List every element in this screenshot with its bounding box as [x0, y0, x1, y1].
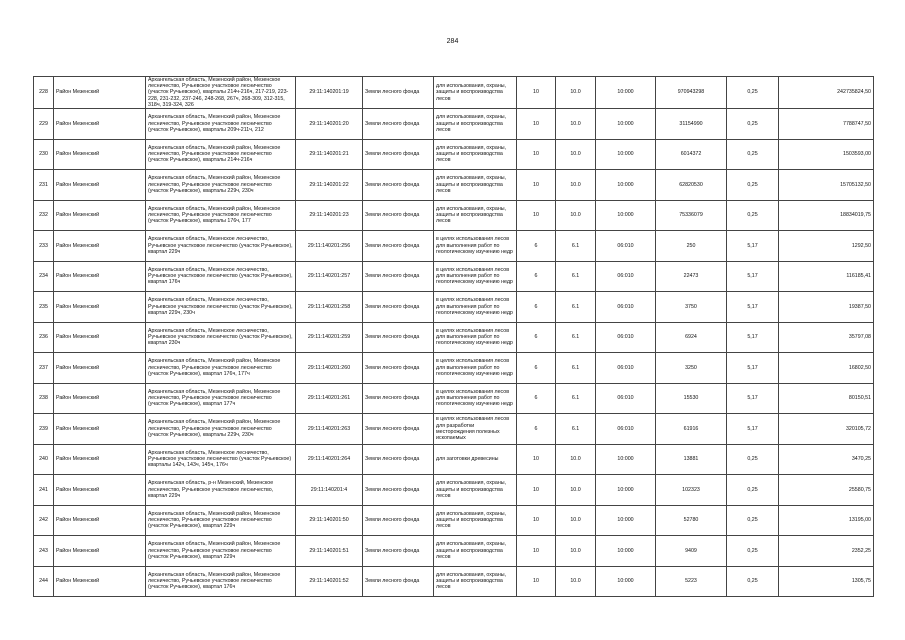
area-cell: 61916	[656, 414, 727, 445]
address-cell: Архангельская область, Мезенский район, Мезенское лесничество, Ручьевское участковое лесничество (участок Ручьевское), квартал 229ч	[146, 505, 296, 536]
cadastral-number-cell: 29:11:140201:264	[296, 444, 363, 475]
address-cell: Архангельская область, Мезенский район, Мезенское лесничество, Ручьевское участковое лесничество (участок Ручьевское), кварталы 209ч-211ч, 212	[146, 109, 296, 140]
table-row	[34, 444, 874, 475]
address-cell: Архангельская область, Мезенский район, Мезенское лесничество, Ручьевское участковое лесничество (участок Ручьевское), кварталы 229ч, 230ч	[146, 170, 296, 201]
page-number: 284	[446, 38, 459, 45]
use-subgroup-cell: 6.1	[556, 322, 596, 353]
row-number-cell: 236	[34, 322, 54, 353]
use-code-cell: 06:010	[596, 322, 656, 353]
rate-cell: 5,17	[727, 414, 779, 445]
land-category-cell: Земли лесного фонда	[363, 383, 434, 414]
district-cell: Район Мезенский	[54, 353, 146, 384]
permitted-use-cell: для использования, охраны, защиты и воспроизводства лесов	[434, 139, 517, 170]
area-cell: 970943298	[656, 77, 727, 109]
district-cell: Район Мезенский	[54, 475, 146, 506]
use-subgroup-cell: 10.0	[556, 444, 596, 475]
cadastral-value-cell: 1305,75	[779, 566, 874, 597]
use-subgroup-cell: 6.1	[556, 353, 596, 384]
district-cell: Район Мезенский	[54, 200, 146, 231]
district-cell: Район Мезенский	[54, 292, 146, 323]
use-code-cell: 10:000	[596, 170, 656, 201]
cadastral-number-cell: 29:11:140201:257	[296, 261, 363, 292]
rate-cell: 0,25	[727, 109, 779, 140]
use-group-cell: 10	[517, 109, 556, 140]
row-number-cell: 233	[34, 231, 54, 262]
rate-cell: 0,25	[727, 200, 779, 231]
use-group-cell: 10	[517, 475, 556, 506]
row-number-cell: 228	[34, 77, 54, 109]
use-code-cell: 10:000	[596, 536, 656, 567]
rate-cell: 5,17	[727, 383, 779, 414]
rate-cell: 5,17	[727, 353, 779, 384]
area-cell: 75336079	[656, 200, 727, 231]
land-category-cell: Земли лесного фонда	[363, 170, 434, 201]
use-group-cell: 6	[517, 383, 556, 414]
land-category-cell: Земли лесного фонда	[363, 414, 434, 445]
cadastral-number-cell: 29:11:140201:263	[296, 414, 363, 445]
table-row	[34, 261, 874, 292]
use-code-cell: 10:000	[596, 505, 656, 536]
row-number-cell: 239	[34, 414, 54, 445]
land-category-cell: Земли лесного фонда	[363, 77, 434, 109]
permitted-use-cell: в целях использования лесов для выполнения работ по геологическому изучению недр	[434, 353, 517, 384]
table-row	[34, 322, 874, 353]
district-cell: Район Мезенский	[54, 536, 146, 567]
area-cell: 3750	[656, 292, 727, 323]
permitted-use-cell: для использования, охраны, защиты и воспроизводства лесов	[434, 566, 517, 597]
address-cell: Архангельская область, Мезенский район, Мезенское лесничество, Ручьевское участковое лесничество (участок Ручьевское), кварталы 229ч, 230ч	[146, 414, 296, 445]
table-row	[34, 414, 874, 445]
permitted-use-cell: в целях использования лесов для разработки месторождения полезных ископаемых	[434, 414, 517, 445]
use-code-cell: 06:010	[596, 231, 656, 262]
use-group-cell: 6	[517, 353, 556, 384]
use-subgroup-cell: 10.0	[556, 536, 596, 567]
cadastral-number-cell: 29:11:140201:50	[296, 505, 363, 536]
permitted-use-cell: в целях использования лесов для выполнения работ по геологическому изучению недр	[434, 292, 517, 323]
use-code-cell: 06:010	[596, 414, 656, 445]
cadastral-value-cell: 25580,75	[779, 475, 874, 506]
cadastral-value-cell: 19387,50	[779, 292, 874, 323]
area-cell: 9409	[656, 536, 727, 567]
cadastral-value-cell: 7788747,50	[779, 109, 874, 140]
address-cell: Архангельская область, Мезенский район, Мезенское лесничество, Ручьевское участковое лесничество (участок Ручьевское), квартал 176ч	[146, 566, 296, 597]
permitted-use-cell: для использования, охраны, защиты и воспроизводства лесов	[434, 536, 517, 567]
table-row	[34, 77, 874, 109]
row-number-cell: 240	[34, 444, 54, 475]
rate-cell: 0,25	[727, 444, 779, 475]
cadastral-number-cell: 29:11:140201:51	[296, 536, 363, 567]
cadastral-number-cell: 29:11:140201:258	[296, 292, 363, 323]
area-cell: 102323	[656, 475, 727, 506]
rate-cell: 0,25	[727, 536, 779, 567]
land-category-cell: Земли лесного фонда	[363, 322, 434, 353]
table-row	[34, 292, 874, 323]
cadastral-number-cell: 29:11:140201:52	[296, 566, 363, 597]
permitted-use-cell: для использования, охраны, защиты и воспроизводства лесов	[434, 77, 517, 109]
use-subgroup-cell: 10.0	[556, 170, 596, 201]
address-cell: Архангельская область, Мезенский район, Мезенское лесничество, Ручьевское участковое лесничество (участок Ручьевское), кварталы 176ч, 177	[146, 200, 296, 231]
table-row	[34, 109, 874, 140]
cadastral-value-cell: 1503593,00	[779, 139, 874, 170]
district-cell: Район Мезенский	[54, 383, 146, 414]
use-group-cell: 6	[517, 322, 556, 353]
district-cell: Район Мезенский	[54, 231, 146, 262]
use-code-cell: 10:000	[596, 109, 656, 140]
area-cell: 5223	[656, 566, 727, 597]
table-row	[34, 383, 874, 414]
cadastral-value-cell: 1292,50	[779, 231, 874, 262]
district-cell: Район Мезенский	[54, 414, 146, 445]
row-number-cell: 234	[34, 261, 54, 292]
address-cell: Архангельская область, Мезенский район, Мезенское лесничество, Ручьевское участковое лесничество (участок Ручьевское), кварталы 214ч-216ч	[146, 139, 296, 170]
address-cell: Архангельская область, Мезенское лесничество, Ручьевское участковое лесничество (участок Ручьевское) кварталы 142ч, 143ч, 145ч, 176ч	[146, 444, 296, 475]
permitted-use-cell: в целях использования лесов для выполнения работ по геологическому изучению недр	[434, 383, 517, 414]
use-subgroup-cell: 6.1	[556, 261, 596, 292]
rate-cell: 0,25	[727, 170, 779, 201]
land-category-cell: Земли лесного фонда	[363, 200, 434, 231]
area-cell: 52780	[656, 505, 727, 536]
cadastral-value-cell: 18834019,75	[779, 200, 874, 231]
use-subgroup-cell: 10.0	[556, 109, 596, 140]
rate-cell: 0,25	[727, 139, 779, 170]
permitted-use-cell: для использования, охраны, защиты и воспроизводства лесов	[434, 109, 517, 140]
use-group-cell: 10	[517, 505, 556, 536]
table-row	[34, 353, 874, 384]
land-category-cell: Земли лесного фонда	[363, 292, 434, 323]
rate-cell: 0,25	[727, 505, 779, 536]
row-number-cell: 238	[34, 383, 54, 414]
area-cell: 3250	[656, 353, 727, 384]
use-group-cell: 10	[517, 566, 556, 597]
land-category-cell: Земли лесного фонда	[363, 231, 434, 262]
permitted-use-cell: в целях использования лесов для выполнения работ по геологическому изучению недр	[434, 322, 517, 353]
land-category-cell: Земли лесного фонда	[363, 353, 434, 384]
cadastral-value-cell: 2352,25	[779, 536, 874, 567]
use-group-cell: 6	[517, 261, 556, 292]
table-row	[34, 505, 874, 536]
use-group-cell: 6	[517, 414, 556, 445]
use-subgroup-cell: 10.0	[556, 77, 596, 109]
cadastral-value-cell: 13195,00	[779, 505, 874, 536]
use-subgroup-cell: 10.0	[556, 139, 596, 170]
row-number-cell: 230	[34, 139, 54, 170]
address-cell: Архангельская область, р-н Мезенский, Мезенское лесничество, Ручьевское участковое лесничество, квартал 229ч	[146, 475, 296, 506]
permitted-use-cell: для использования, охраны, защиты и воспроизводства лесов	[434, 505, 517, 536]
use-code-cell: 06:010	[596, 353, 656, 384]
address-cell: Архангельская область, Мезенский район, Мезенское лесничество, Ручьевское участковое лесничество (участок Ручьевское), квартал 229ч	[146, 536, 296, 567]
cadastral-number-cell: 29:11:140201:22	[296, 170, 363, 201]
area-cell: 6014372	[656, 139, 727, 170]
permitted-use-cell: для использования, охраны, защиты и воспроизводства лесов	[434, 200, 517, 231]
use-group-cell: 10	[517, 170, 556, 201]
use-group-cell: 6	[517, 292, 556, 323]
use-group-cell: 6	[517, 231, 556, 262]
table-row	[34, 200, 874, 231]
row-number-cell: 235	[34, 292, 54, 323]
use-code-cell: 06:010	[596, 261, 656, 292]
area-cell: 62820530	[656, 170, 727, 201]
district-cell: Район Мезенский	[54, 505, 146, 536]
use-code-cell: 10:000	[596, 139, 656, 170]
use-code-cell: 10:000	[596, 444, 656, 475]
rate-cell: 5,17	[727, 261, 779, 292]
rate-cell: 0,25	[727, 475, 779, 506]
use-code-cell: 10:000	[596, 566, 656, 597]
address-cell: Архангельская область, Мезенское лесничество, Ручьевское участковое лесничество (участок Ручьевское), квартал 229ч, 230ч	[146, 292, 296, 323]
use-subgroup-cell: 10.0	[556, 475, 596, 506]
row-number-cell: 242	[34, 505, 54, 536]
row-number-cell: 231	[34, 170, 54, 201]
district-cell: Район Мезенский	[54, 261, 146, 292]
cadastral-value-cell: 242735824,50	[779, 77, 874, 109]
use-subgroup-cell: 6.1	[556, 292, 596, 323]
use-code-cell: 10:000	[596, 77, 656, 109]
use-code-cell: 10:000	[596, 475, 656, 506]
district-cell: Район Мезенский	[54, 139, 146, 170]
row-number-cell: 229	[34, 109, 54, 140]
permitted-use-cell: для использования, охраны, защиты и воспроизводства лесов	[434, 475, 517, 506]
cadastral-number-cell: 29:11:140201:21	[296, 139, 363, 170]
cadastral-value-cell: 15705132,50	[779, 170, 874, 201]
district-cell: Район Мезенский	[54, 170, 146, 201]
address-cell: Архангельская область, Мезенское лесничество, Ручьевское участковое лесничество (участок Ручьевское), квартал 229ч	[146, 231, 296, 262]
land-category-cell: Земли лесного фонда	[363, 261, 434, 292]
row-number-cell: 237	[34, 353, 54, 384]
district-cell: Район Мезенский	[54, 77, 146, 109]
address-cell: Архангельская область, Мезенский район, Мезенское лесничество, Ручьевское участковое лесничество (участок Ручьевское), кварталы 214ч-216ч, 217-219, 223-228, 231-232, 237-246, 248-268, 267ч, 268-309, 312-315, 318ч, 319-324, 326	[146, 77, 296, 109]
cadastral-value-cell: 3470,25	[779, 444, 874, 475]
permitted-use-cell: для использования, охраны, защиты и воспроизводства лесов	[434, 170, 517, 201]
area-cell: 13881	[656, 444, 727, 475]
land-category-cell: Земли лесного фонда	[363, 475, 434, 506]
row-number-cell: 244	[34, 566, 54, 597]
row-number-cell: 232	[34, 200, 54, 231]
cadastral-value-cell: 116185,41	[779, 261, 874, 292]
use-code-cell: 10:000	[596, 200, 656, 231]
row-number-cell: 243	[34, 536, 54, 567]
area-cell: 22473	[656, 261, 727, 292]
permitted-use-cell: в целях использования лесов для выполнения работ по геологическому изучению недр	[434, 231, 517, 262]
table-row	[34, 139, 874, 170]
land-category-cell: Земли лесного фонда	[363, 505, 434, 536]
use-code-cell: 06:010	[596, 383, 656, 414]
cadastral-value-cell: 35797,08	[779, 322, 874, 353]
use-group-cell: 10	[517, 536, 556, 567]
table-row	[34, 231, 874, 262]
cadastral-value-cell: 16802,50	[779, 353, 874, 384]
land-category-cell: Земли лесного фонда	[363, 444, 434, 475]
use-subgroup-cell: 6.1	[556, 414, 596, 445]
rate-cell: 5,17	[727, 292, 779, 323]
address-cell: Архангельская область, Мезенское лесничество, Ручьевское участковое лесничество (участок Ручьевское), квартал 176ч	[146, 261, 296, 292]
cadastral-value-cell: 320105,72	[779, 414, 874, 445]
district-cell: Район Мезенский	[54, 322, 146, 353]
cadastral-number-cell: 29:11:140201:19	[296, 77, 363, 109]
cadastral-number-cell: 29:11:140201:4	[296, 475, 363, 506]
district-cell: Район Мезенский	[54, 566, 146, 597]
table-row	[34, 475, 874, 506]
row-number-cell: 241	[34, 475, 54, 506]
use-subgroup-cell: 10.0	[556, 505, 596, 536]
land-category-cell: Земли лесного фонда	[363, 109, 434, 140]
cadastral-value-cell: 80150,51	[779, 383, 874, 414]
permitted-use-cell: в целях использования лесов для выполнения работ по геологическому изучению недр	[434, 261, 517, 292]
address-cell: Архангельская область, Мезенский район, Мезенское лесничество, Ручьевское участковое лесничество (участок Ручьевское), квартал 177ч	[146, 383, 296, 414]
address-cell: Архангельская область, Мезенский район, Мезенское лесничество, Ручьевское участковое лесничество (участок Ручьевское), квартал 176ч, 177ч	[146, 353, 296, 384]
rate-cell: 5,17	[727, 322, 779, 353]
land-category-cell: Земли лесного фонда	[363, 566, 434, 597]
cadastral-number-cell: 29:11:140201:261	[296, 383, 363, 414]
address-cell: Архангельская область, Мезенское лесничество, Ручьевское участковое лесничество (участок Ручьевское), квартал 230ч	[146, 322, 296, 353]
land-category-cell: Земли лесного фонда	[363, 536, 434, 567]
area-cell: 15530	[656, 383, 727, 414]
table-row	[34, 536, 874, 567]
land-category-cell: Земли лесного фонда	[363, 139, 434, 170]
area-cell: 6924	[656, 322, 727, 353]
cadastral-number-cell: 29:11:140201:20	[296, 109, 363, 140]
use-subgroup-cell: 6.1	[556, 383, 596, 414]
use-group-cell: 10	[517, 200, 556, 231]
cadastral-number-cell: 29:11:140201:256	[296, 231, 363, 262]
land-registry-table	[33, 76, 874, 597]
use-group-cell: 10	[517, 139, 556, 170]
district-cell: Район Мезенский	[54, 109, 146, 140]
cadastral-number-cell: 29:11:140201:23	[296, 200, 363, 231]
use-group-cell: 10	[517, 444, 556, 475]
table-row	[34, 170, 874, 201]
cadastral-number-cell: 29:11:140201:260	[296, 353, 363, 384]
table-row	[34, 566, 874, 597]
rate-cell: 0,25	[727, 77, 779, 109]
cadastral-number-cell: 29:11:140201:259	[296, 322, 363, 353]
rate-cell: 5,17	[727, 231, 779, 262]
district-cell: Район Мезенский	[54, 444, 146, 475]
use-subgroup-cell: 10.0	[556, 566, 596, 597]
permitted-use-cell: для заготовки древесины	[434, 444, 517, 475]
use-subgroup-cell: 10.0	[556, 200, 596, 231]
rate-cell: 0,25	[727, 566, 779, 597]
area-cell: 250	[656, 231, 727, 262]
use-subgroup-cell: 6.1	[556, 231, 596, 262]
area-cell: 31154990	[656, 109, 727, 140]
use-code-cell: 06:010	[596, 292, 656, 323]
use-group-cell: 10	[517, 77, 556, 109]
